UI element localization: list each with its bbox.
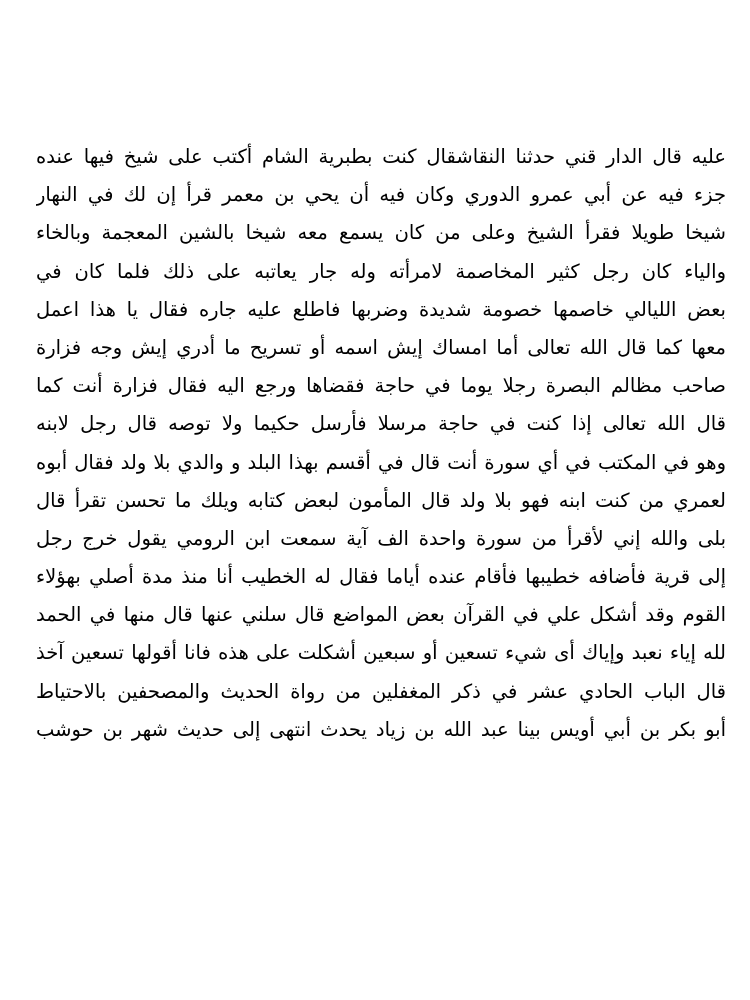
- document-page: [36, 138, 726, 749]
- text-line: لله إياء نعبد وإياك أى شيء تسعين أو سبعين أشكلت على هذه فانا أقولها تسعين آخذ: [36, 641, 726, 665]
- text-line: وهو في المكتب في أي سورة أنت قال في أقسم بهذا البلد و والدي بلا ولد فقال أبوه: [36, 450, 726, 474]
- text-line: قال الله تعالى إذا كنت في حاجة مرسلا فأرسل حكيما ولا توصه قال رجل لابنه: [36, 412, 726, 436]
- text-line: بلى والله إني لأقرأ من سورة واحدة الف آية سمعت ابن الرومي يقول خرج رجل: [36, 526, 726, 550]
- text-line: معها كما قال الله تعالى أما امساك إيش اسمه أو تسريح ما أدري إيش وجه فزارة: [36, 335, 726, 359]
- text-line: إلى قرية فأضافه خطيبها فأقام عنده أياما فقال له الخطيب أنا منذ مدة أصلي بهؤلاء: [36, 565, 726, 589]
- text-line: جزء فيه عن أبي عمرو الدوري وكان فيه أن يحي بن معمر قرأ إن لك في النهار: [36, 183, 726, 207]
- text-line: عليه قال الدار قني حدثنا النقاشقال كنت بطبرية الشام أكتب على شيخ فيها عنده: [36, 145, 726, 168]
- text-line: شيخا طويلا فقرأ الشيخ وعلى من كان يسمع معه شيخا بالشين المعجمة وبالخاء: [36, 221, 726, 245]
- text-line: بعض الليالي خاصمها خصومة شديدة وضربها فاطلع عليه جاره فقال يا هذا اعمل: [36, 297, 726, 321]
- text-line: والياء كان رجل كثير المخاصمة لامرأته وله جار يعاتبه على ذلك فلما كان في: [36, 259, 726, 283]
- text-line: قال الباب الحادي عشر في ذكر المغفلين من رواة الحديث والمصحفين بالاحتياط: [36, 679, 726, 703]
- text-line: لعمري من كنت ابنه فهو بلا ولد قال المأمون لبعض كتابه ويلك ما تحسن تقرأ قال: [36, 488, 726, 512]
- text-line: أبو بكر بن أبي أويس بينا عبد الله بن زياد يحدث انتهى إلى حديث شهر بن حوشب: [36, 717, 726, 741]
- text-line: القوم وقد أشكل علي في القرآن بعض المواضع قال سلني عنها قال منها في الحمد: [36, 603, 726, 627]
- text-line: صاحب مظالم البصرة رجلا يوما في حاجة فقضاها ورجع اليه فقال فزارة أنت كما: [36, 374, 726, 398]
